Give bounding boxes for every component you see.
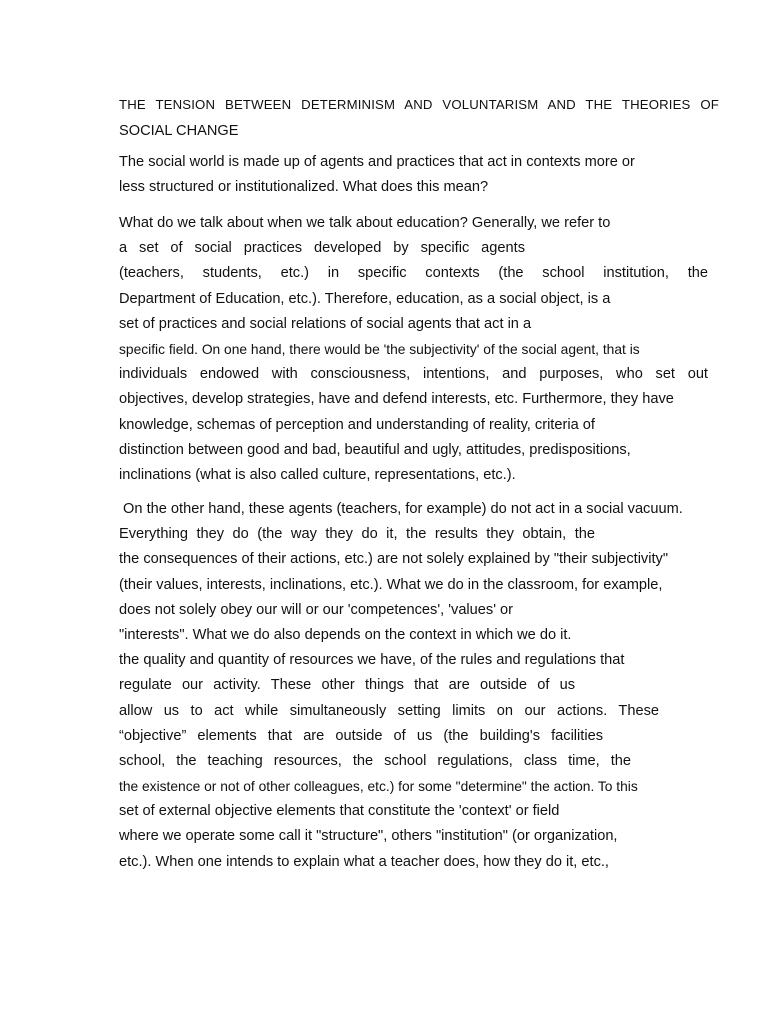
text-line: regulate our activity. These other things that are outside of us [119, 677, 575, 694]
text-line: the quality and quantity of resources we have, of the rules and regulations that [119, 652, 625, 669]
paragraph [119, 211, 708, 488]
text-line: Department of Education, etc.). Therefore, education, as a social object, is a [119, 290, 611, 307]
text-line: The social world is made up of agents and practices that act in contexts more or [119, 154, 635, 170]
text-line: “objective” elements that are outside of us (the building's facilities [119, 727, 603, 744]
text-line: allow us to act while simultaneously setting limits on our actions. These [119, 702, 659, 719]
text-line: where we operate some call it "structure", others "institution" (or organization, [119, 828, 618, 845]
text-line: On the other hand, these agents (teachers, for example) do not act in a social vacuum. [119, 501, 683, 517]
text-line: (teachers, students, etc.) in specific contexts (the school institution, the [119, 265, 708, 282]
text-line: knowledge, schemas of perception and understanding of reality, criteria of [119, 416, 595, 433]
text-line: What do we talk about when we talk about education? Generally, we refer to [119, 215, 611, 231]
text-line: a set of social practices developed by specific agents [119, 240, 525, 257]
text-line: etc.). When one intends to explain what a teacher does, how they do it, etc., [119, 853, 609, 870]
text-line: Everything they do (the way they do it, the results they obtain, the [119, 526, 595, 543]
text-line: the existence or not of other colleagues, etc.) for some "determine" the action. To this [119, 779, 638, 795]
text-line: the consequences of their actions, etc.) are not solely explained by "their subjectivity" [119, 551, 669, 568]
title-line: THE TENSION BETWEEN DETERMINISM AND VOLUNTARISM AND THE THEORIES OF [119, 97, 719, 112]
text-line: (their values, interests, inclinations, etc.). What we do in the classroom, for example, [119, 576, 663, 593]
paragraph [119, 497, 708, 875]
paragraph [119, 150, 708, 200]
text-line: specific field. On one hand, there would be 'the subjectivity' of the social agent, that is [119, 341, 640, 357]
text-line: inclinations (what is also called culture, representations, etc.). [119, 466, 516, 483]
text-line: does not solely obey our will or our 'competences', 'values' or [119, 601, 514, 618]
text-line: distinction between good and bad, beautiful and ugly, attitudes, predispositions, [119, 441, 631, 458]
text-line: less structured or institutionalized. What does this mean? [119, 179, 489, 196]
title-line: SOCIAL CHANGE [119, 123, 239, 139]
document-title [119, 92, 719, 144]
text-line: "interests". What we do also depends on the context in which we do it. [119, 626, 572, 643]
text-line: individuals endowed with consciousness, intentions, and purposes, who set out [119, 366, 708, 383]
text-line: school, the teaching resources, the school regulations, class time, the [119, 752, 631, 769]
text-line: set of external objective elements that constitute the 'context' or field [119, 803, 560, 820]
text-line: objectives, develop strategies, have and defend interests, etc. Furthermore, they have [119, 391, 674, 408]
text-line: set of practices and social relations of social agents that act in a [119, 315, 532, 332]
